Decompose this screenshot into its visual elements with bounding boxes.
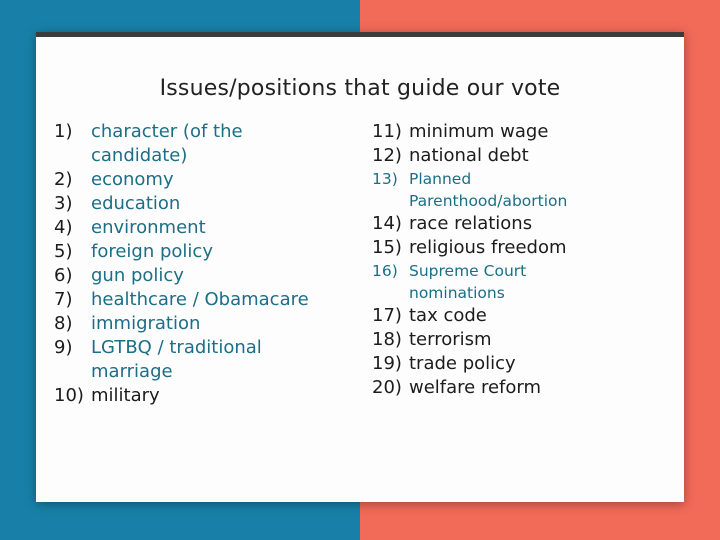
issues-list-left [54,120,354,408]
list-item: 17) tax code [372,305,487,326]
list-item: 20) welfare reform [372,377,542,398]
list-item: 19) trade policy [372,353,516,374]
list-item: 18) terrorism [372,329,492,350]
slide-card [36,32,684,502]
list-item: 6) gun policy [54,265,184,286]
list-item: 4) environment [54,217,206,238]
list-item: 8) immigration [54,313,201,334]
list-item: 5) foreign policy [54,241,213,262]
slide-title: Issues/positions that guide our vote [159,76,561,101]
list-item: 15) religious freedom [372,237,567,258]
list-item: 9) LGTBQ / traditional marriage [54,337,262,382]
list-item: 3) education [54,193,181,214]
list-item: 1) character (of the candidate) [54,121,243,166]
list-item: 14) race relations [372,213,533,234]
issues-list-right [372,120,662,400]
card-top-border [36,32,684,37]
list-item: 13) Planned Parenthood/abortion [372,170,568,210]
list-item: 10) military [54,385,160,406]
list-item: 11) minimum wage [372,121,549,142]
list-item: 12) national debt [372,145,529,166]
list-item: 16) Supreme Court nominations [372,262,527,302]
list-item: 2) economy [54,169,174,190]
list-item: 7) healthcare / Obamacare [54,289,309,310]
